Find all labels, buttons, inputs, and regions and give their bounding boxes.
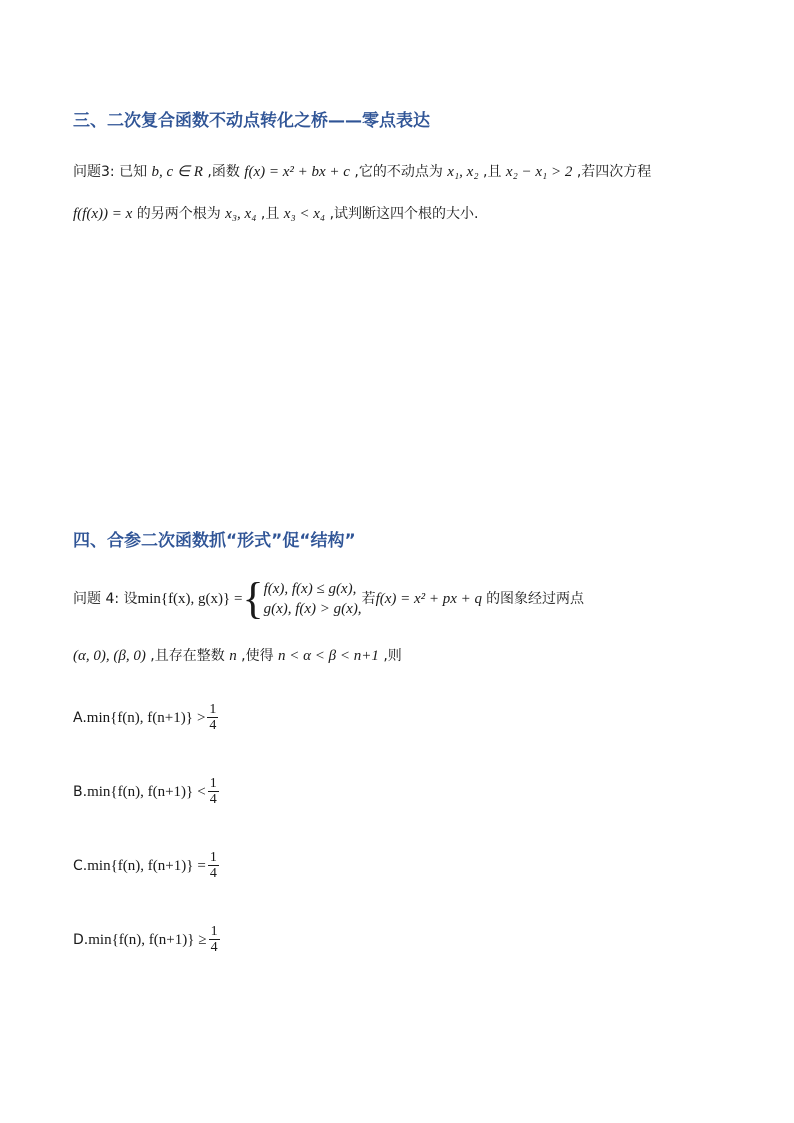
problem4-line2: (α, 0), (β, 0) ,且存在整数 n ,使得 n < α < β < n+1 ,则 <box>73 648 402 664</box>
fraction: $\frac{1}{4}$ <box>209 776 217 807</box>
problem3-line2: f(f(x)) = x 的另两个根为 x₃, x₄ ,且 x₃ < x₄ ,试判断这四个根的大小. <box>73 206 479 222</box>
fraction: $\frac{1}{4}$ <box>209 702 217 733</box>
fraction: $\frac{1}{4}$ <box>209 850 217 881</box>
fraction: $\frac{1}{4}$ <box>210 924 218 955</box>
piecewise-cases: f(x), f(x) ≤ g(x), g(x), f(x) > g(x), <box>263 581 362 617</box>
option-d: D. min{f(n), f(n+1)} ≥ $\frac{1}{4}$ <box>73 924 218 955</box>
option-a: A. min{f(n), f(n+1)} > $\frac{1}{4}$ <box>73 702 217 733</box>
cases-brace: { <box>242 574 264 623</box>
option-b: B. min{f(n), f(n+1)} < $\frac{1}{4}$ <box>73 776 217 807</box>
problem3-line1: 问题3: 已知 b, c ∈ R ,函数 f(x) = x² + bx + c ,它的不动点为 x₁, x₂ ,且 x₂ − x₁ > 2 ,若四次方程 <box>73 164 652 180</box>
section3-heading: 三、二次复合函数不动点转化之桥——零点表达 <box>73 111 430 131</box>
problem4-line1: 问题 4: 设 min{f(x), g(x)} = { f(x), f(x) ≤ g(x), g(x), f(x) > g(x), 若 f(x) = x² + px + q 的图象经过两点 <box>73 574 585 623</box>
problem3-label: 问题3: 已知 <box>73 164 148 180</box>
problem4-label: 问题 4: 设 <box>73 591 138 607</box>
section4-heading: 四、合参二次函数抓“形式”促“结构” <box>73 531 356 551</box>
option-c: C. min{f(n), f(n+1)} = $\frac{1}{4}$ <box>73 850 217 881</box>
